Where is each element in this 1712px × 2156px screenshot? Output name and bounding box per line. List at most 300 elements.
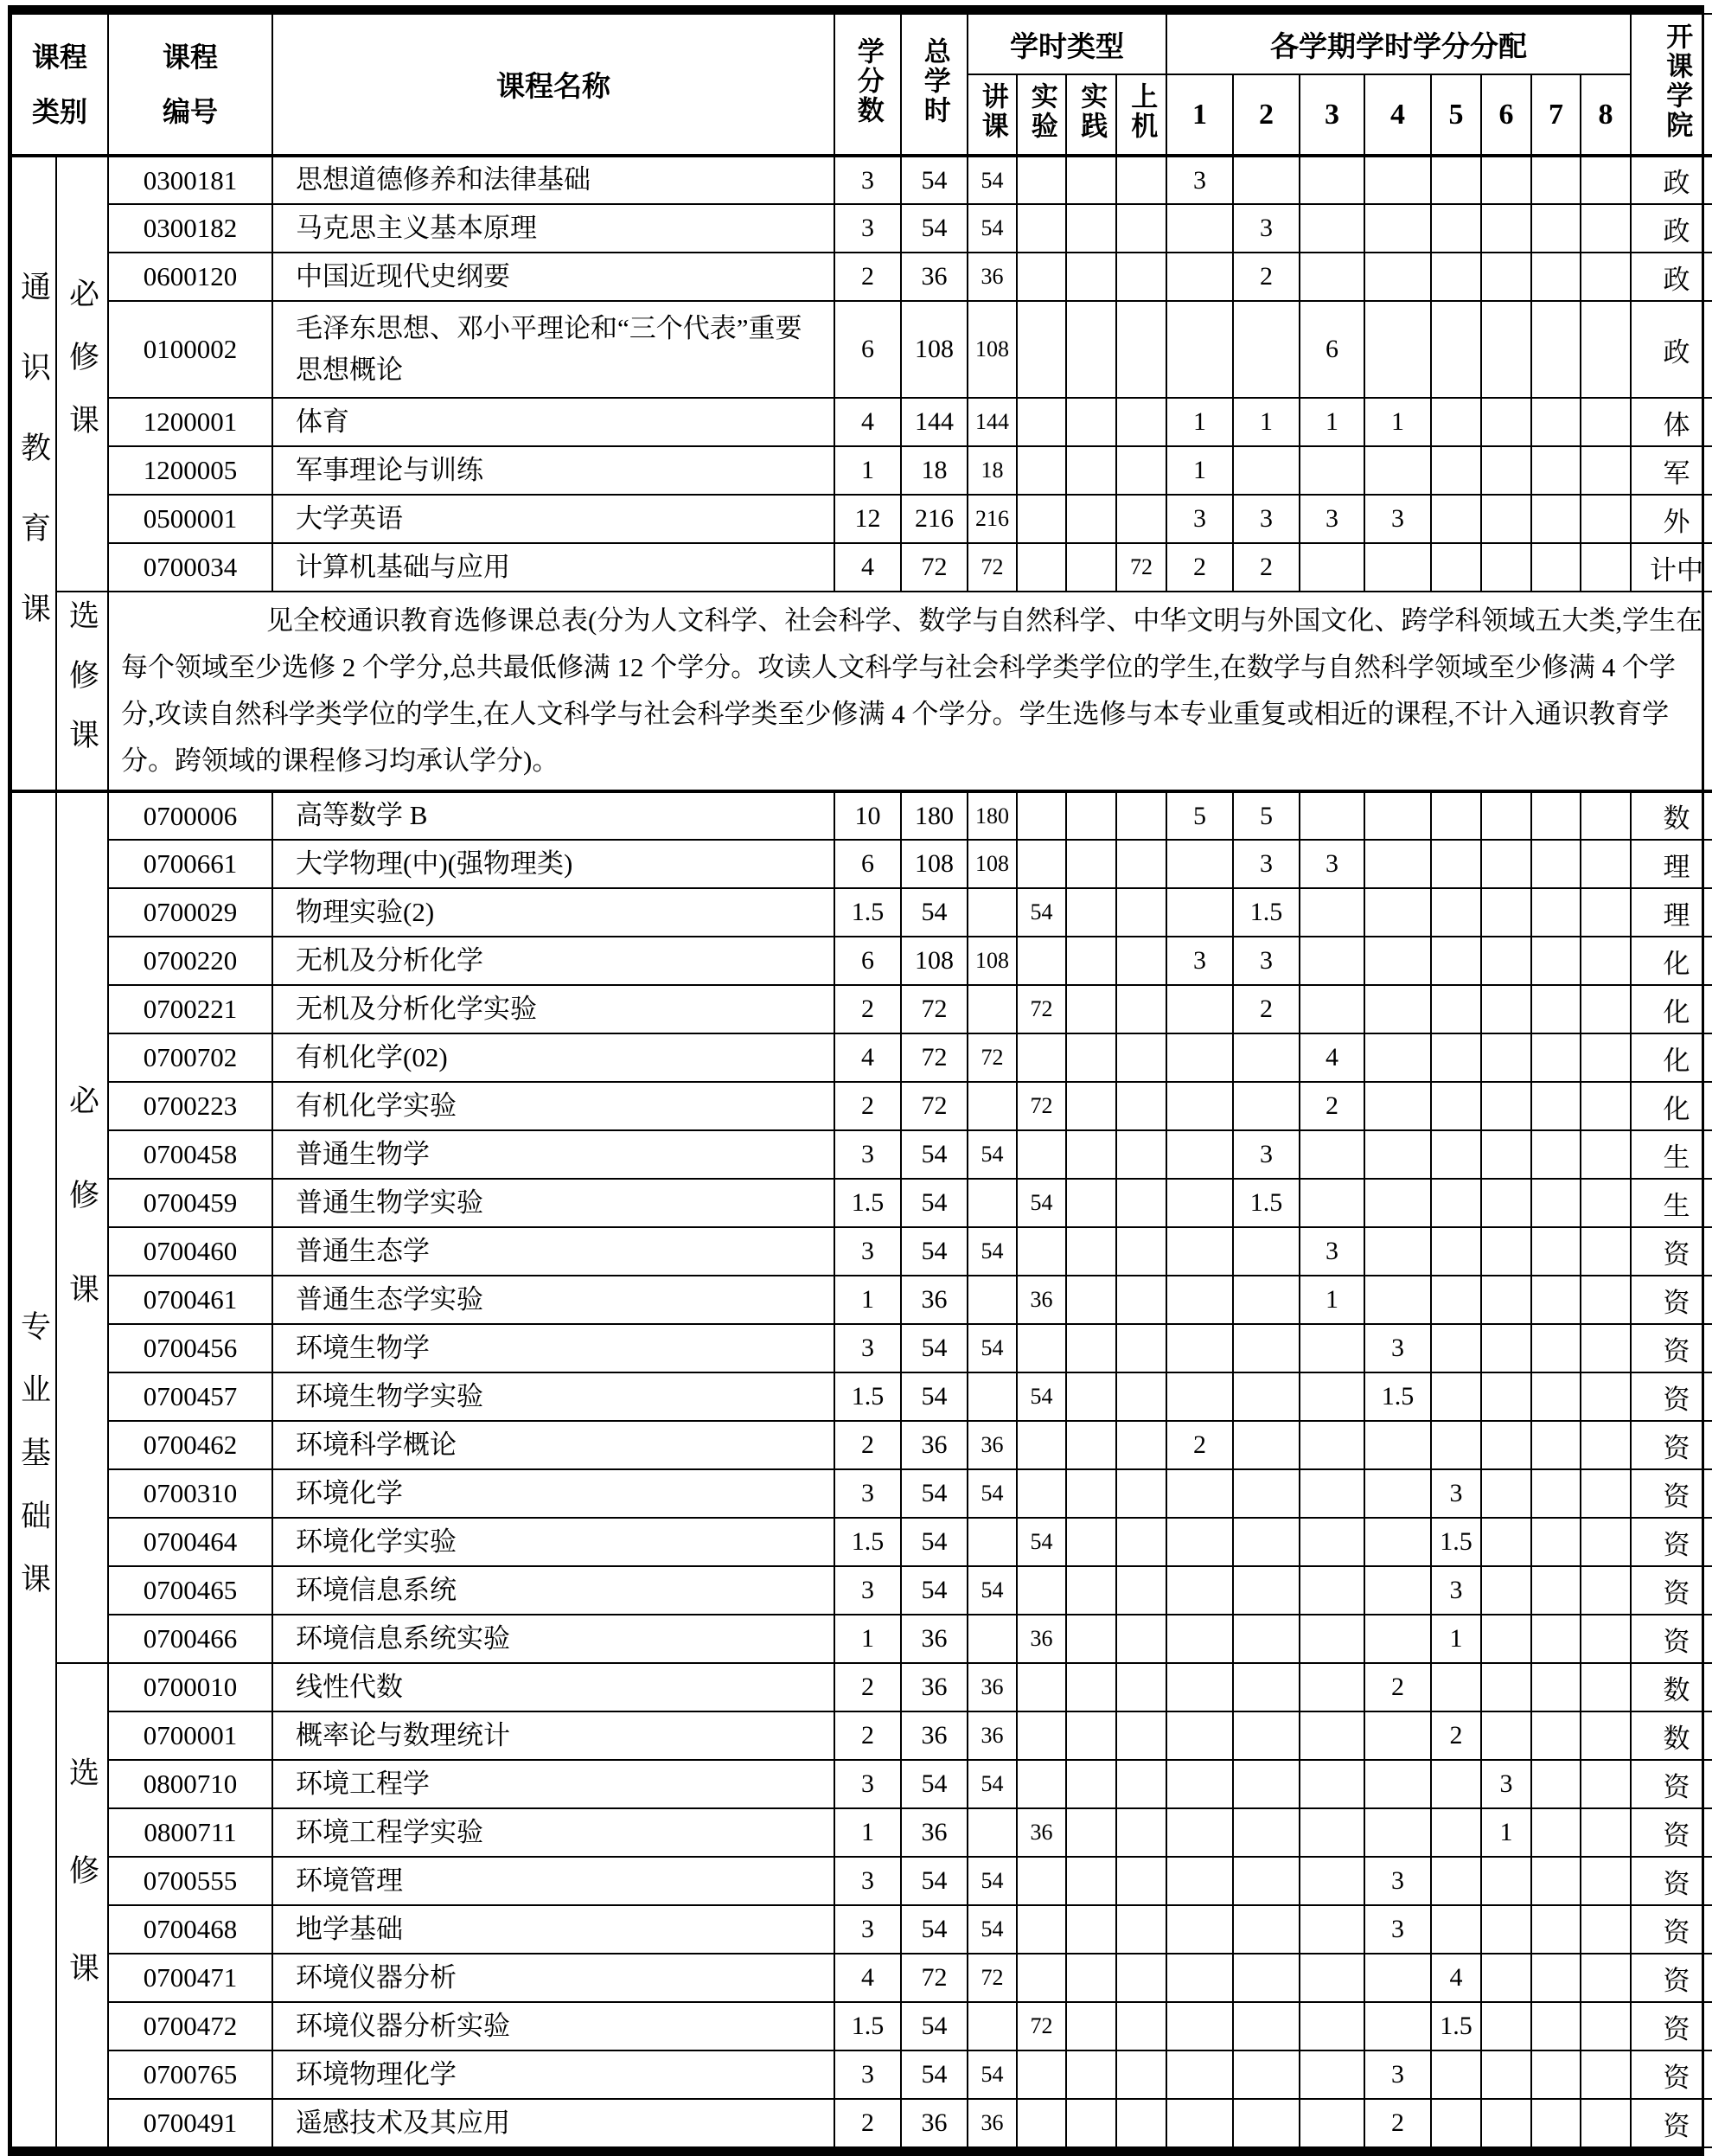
semester-2-value: 3 [1233, 937, 1300, 985]
practice-hours-value [1066, 1954, 1116, 2002]
semester-3-value: 3 [1300, 840, 1364, 888]
college-value: 计中 [1631, 543, 1712, 592]
semester-3-value [1300, 1954, 1364, 2002]
semester-6-value [1481, 1663, 1531, 1711]
semester-7-value [1531, 398, 1581, 446]
lecture-hours-value: 54 [968, 1857, 1017, 1905]
semester-2-value: 3 [1233, 204, 1300, 253]
total-hours-value: 180 [901, 791, 968, 840]
table-row [11, 2099, 1712, 2147]
computer-hours-value [1116, 301, 1166, 398]
course-name: 普通生态学 [272, 1227, 834, 1276]
semester-4-value [1364, 1469, 1431, 1518]
semester-2-value [1233, 156, 1300, 204]
semester-2-value [1233, 1760, 1300, 1808]
practice-hours-value [1066, 2050, 1116, 2099]
credits-value: 1 [834, 446, 901, 495]
semester-6-value [1481, 1566, 1531, 1615]
semester-7-value [1531, 1227, 1581, 1276]
semester-6-value [1481, 543, 1531, 592]
semester-1-value: 3 [1166, 937, 1233, 985]
semester-7-value [1531, 2099, 1581, 2147]
semester-5-value [1431, 398, 1481, 446]
table-row [11, 1033, 1712, 1082]
semester-4-value [1364, 1082, 1431, 1130]
college-value: 数 [1631, 791, 1712, 840]
course-name: 环境生物学实验 [272, 1372, 834, 1421]
college-value: 资 [1631, 1954, 1712, 2002]
col-header-sem-1: 1 [1166, 74, 1233, 156]
credits-value: 12 [834, 495, 901, 543]
semester-3-value [1300, 1760, 1364, 1808]
semester-2-value [1233, 1421, 1300, 1469]
semester-6-value [1481, 398, 1531, 446]
semester-6-value [1481, 888, 1531, 937]
experiment-hours-value [1017, 2050, 1066, 2099]
total-hours-value: 72 [901, 1082, 968, 1130]
table-row [11, 2050, 1712, 2099]
practice-hours-value [1066, 1711, 1116, 1760]
semester-7-value [1531, 1711, 1581, 1760]
semester-6-value [1481, 204, 1531, 253]
semester-8-value [1581, 2002, 1631, 2050]
total-hours-value: 216 [901, 495, 968, 543]
semester-3-value [1300, 985, 1364, 1033]
header-row-groups [11, 14, 1712, 74]
computer-hours-value [1116, 1033, 1166, 1082]
semester-8-value [1581, 1760, 1631, 1808]
semester-2-value [1233, 1082, 1300, 1130]
semester-5-value [1431, 888, 1481, 937]
semester-1-value [1166, 1276, 1233, 1324]
experiment-hours-value [1017, 1905, 1066, 1954]
subcategory-1-0 [56, 791, 108, 1663]
total-hours-value: 54 [901, 888, 968, 937]
computer-hours-value [1116, 398, 1166, 446]
semester-1-value [1166, 1324, 1233, 1372]
table-row [11, 446, 1712, 495]
semester-5-value: 1.5 [1431, 1518, 1481, 1566]
col-header-experiment [1017, 74, 1066, 156]
semester-2-value [1233, 1954, 1300, 2002]
table-row [11, 1179, 1712, 1227]
semester-1-value [1166, 2050, 1233, 2099]
semester-4-value: 3 [1364, 495, 1431, 543]
semester-5-value [1431, 1808, 1481, 1857]
semester-4-value: 3 [1364, 2050, 1431, 2099]
college-value: 资 [1631, 1518, 1712, 1566]
college-value: 资 [1631, 1615, 1712, 1663]
computer-hours-value [1116, 791, 1166, 840]
credits-value: 3 [834, 1760, 901, 1808]
semester-1-value [1166, 1615, 1233, 1663]
lecture-hours-value [968, 1372, 1017, 1421]
semester-6-value [1481, 1469, 1531, 1518]
course-number: 0300181 [108, 156, 272, 204]
category-1 [11, 791, 56, 2147]
course-number: 1200001 [108, 398, 272, 446]
credits-value: 3 [834, 156, 901, 204]
semester-5-value [1431, 301, 1481, 398]
semester-8-value [1581, 1421, 1631, 1469]
credits-value: 3 [834, 204, 901, 253]
course-name: 马克思主义基本原理 [272, 204, 834, 253]
total-hours-value: 36 [901, 1808, 968, 1857]
course-number-label: 课程编号 [162, 42, 218, 127]
course-number: 1200005 [108, 446, 272, 495]
experiment-hours-value [1017, 1760, 1066, 1808]
experiment-hours-value: 54 [1017, 888, 1066, 937]
semester-2-value [1233, 1566, 1300, 1615]
semester-7-value [1531, 1905, 1581, 1954]
table-row [11, 398, 1712, 446]
semester-8-value [1581, 791, 1631, 840]
semester-4-value [1364, 543, 1431, 592]
semester-1-value [1166, 1905, 1233, 1954]
semester-2-value [1233, 1518, 1300, 1566]
computer-hours-value [1116, 937, 1166, 985]
category-0 [11, 156, 56, 791]
college-value: 资 [1631, 2099, 1712, 2147]
total-hours-value: 36 [901, 1276, 968, 1324]
practice-hours-value [1066, 791, 1116, 840]
semester-3-value: 1 [1300, 1276, 1364, 1324]
course-name: 环境工程学 [272, 1760, 834, 1808]
semester-1-value [1166, 888, 1233, 937]
semester-6-value [1481, 1954, 1531, 2002]
col-header-credits [834, 14, 901, 156]
semester-1-value: 3 [1166, 495, 1233, 543]
course-name: 环境管理 [272, 1857, 834, 1905]
semester-5-value [1431, 937, 1481, 985]
course-name: 高等数学 B [272, 791, 834, 840]
experiment-hours-value [1017, 937, 1066, 985]
lecture-hours-value: 108 [968, 937, 1017, 985]
semester-2-value [1233, 1711, 1300, 1760]
semester-8-value [1581, 840, 1631, 888]
semester-8-value [1581, 888, 1631, 937]
table-row [11, 253, 1712, 301]
curriculum-table-frame [8, 5, 1704, 2156]
experiment-hours-value [1017, 791, 1066, 840]
computer-hours-value [1116, 1663, 1166, 1711]
course-number: 0700468 [108, 1905, 272, 1954]
practice-hours-value [1066, 1276, 1116, 1324]
total-hours-value: 54 [901, 2002, 968, 2050]
semester-7-value [1531, 1663, 1581, 1711]
experiment-hours-value [1017, 1130, 1066, 1179]
col-header-practice [1066, 74, 1116, 156]
course-number: 0700702 [108, 1033, 272, 1082]
course-number: 0700471 [108, 1954, 272, 2002]
course-number: 0700765 [108, 2050, 272, 2099]
semester-1-value [1166, 1082, 1233, 1130]
course-name: 思想道德修养和法律基础 [272, 156, 834, 204]
total-hours-value: 36 [901, 253, 968, 301]
semester-2-value: 1.5 [1233, 1179, 1300, 1227]
semester-3-value: 4 [1300, 1033, 1364, 1082]
semester-2-value: 2 [1233, 543, 1300, 592]
experiment-hours-value [1017, 398, 1066, 446]
practice-hours-value [1066, 937, 1116, 985]
lecture-hours-value: 54 [968, 1227, 1017, 1276]
semester-1-value [1166, 985, 1233, 1033]
semester-3-value [1300, 1711, 1364, 1760]
semester-6-value [1481, 1276, 1531, 1324]
semester-7-value [1531, 495, 1581, 543]
semester-8-value [1581, 1372, 1631, 1421]
college-value: 资 [1631, 1324, 1712, 1372]
semester-6-value [1481, 1615, 1531, 1663]
semester-6-value [1481, 1082, 1531, 1130]
experiment-label: 实验 [1026, 81, 1057, 141]
computer-hours-value [1116, 1372, 1166, 1421]
semester-8-value [1581, 301, 1631, 398]
semester-1-value [1166, 1372, 1233, 1421]
course-name: 体育 [272, 398, 834, 446]
practice-hours-value [1066, 1615, 1116, 1663]
semester-7-value [1531, 253, 1581, 301]
semester-7-value [1531, 1372, 1581, 1421]
practice-hours-value [1066, 253, 1116, 301]
table-row [11, 1615, 1712, 1663]
semester-3-value: 1 [1300, 398, 1364, 446]
semester-6-value [1481, 1421, 1531, 1469]
experiment-hours-value [1017, 1421, 1066, 1469]
table-row [11, 1082, 1712, 1130]
practice-hours-value [1066, 156, 1116, 204]
total-hours-value: 36 [901, 2099, 968, 2147]
computer-hours-value [1116, 1857, 1166, 1905]
semester-7-value [1531, 840, 1581, 888]
total-hours-value: 54 [901, 1130, 968, 1179]
semester-3-value [1300, 2099, 1364, 2147]
lecture-hours-value [968, 1082, 1017, 1130]
subcategory-0-1-label: 选修课 [65, 599, 99, 778]
semester-3-value [1300, 1857, 1364, 1905]
semester-2-value [1233, 1324, 1300, 1372]
college-value: 政 [1631, 156, 1712, 204]
semester-6-value [1481, 791, 1531, 840]
computer-hours-value [1116, 888, 1166, 937]
computer-hours-value [1116, 1711, 1166, 1760]
lecture-hours-value: 36 [968, 1711, 1017, 1760]
college-value: 政 [1631, 204, 1712, 253]
semester-7-value [1531, 301, 1581, 398]
semester-3-value: 3 [1300, 1227, 1364, 1276]
total-hours-value: 54 [901, 1227, 968, 1276]
course-name: 环境信息系统实验 [272, 1615, 834, 1663]
course-number: 0700464 [108, 1518, 272, 1566]
practice-hours-value [1066, 446, 1116, 495]
credits-value: 3 [834, 1905, 901, 1954]
semester-4-value: 2 [1364, 1663, 1431, 1711]
subcategory-1-1 [56, 1663, 108, 2147]
college-value: 体 [1631, 398, 1712, 446]
college-value: 资 [1631, 1566, 1712, 1615]
semester-8-value [1581, 1566, 1631, 1615]
semester-1-value [1166, 1760, 1233, 1808]
table-row [11, 985, 1712, 1033]
course-number: 0500001 [108, 495, 272, 543]
experiment-hours-value [1017, 840, 1066, 888]
col-header-semester-group: 各学期学时学分分配 [1166, 14, 1631, 74]
experiment-hours-value: 54 [1017, 1372, 1066, 1421]
course-number: 0700457 [108, 1372, 272, 1421]
credits-label: 学分数 [853, 36, 884, 125]
semester-8-value [1581, 1276, 1631, 1324]
semester-8-value [1581, 1130, 1631, 1179]
semester-5-value: 3 [1431, 1566, 1481, 1615]
lecture-hours-value: 72 [968, 543, 1017, 592]
practice-hours-value [1066, 1469, 1116, 1518]
practice-hours-value [1066, 301, 1116, 398]
lecture-hours-value [968, 1615, 1017, 1663]
lecture-label: 讲课 [977, 81, 1008, 141]
credits-value: 1.5 [834, 1179, 901, 1227]
college-value: 生 [1631, 1130, 1712, 1179]
practice-hours-value [1066, 1760, 1116, 1808]
course-name: 计算机基础与应用 [272, 543, 834, 592]
table-row [11, 1905, 1712, 1954]
course-name: 有机化学(02) [272, 1033, 834, 1082]
lecture-hours-value: 36 [968, 1421, 1017, 1469]
semester-5-value: 2 [1431, 1711, 1481, 1760]
experiment-hours-value [1017, 2099, 1066, 2147]
experiment-hours-value [1017, 156, 1066, 204]
semester-3-value [1300, 1518, 1364, 1566]
credits-value: 4 [834, 1033, 901, 1082]
college-value: 生 [1631, 1179, 1712, 1227]
semester-5-value [1431, 1905, 1481, 1954]
total-hours-value: 54 [901, 204, 968, 253]
college-value: 资 [1631, 2050, 1712, 2099]
total-hours-value: 108 [901, 840, 968, 888]
course-number: 0700465 [108, 1566, 272, 1615]
semester-6-value [1481, 2002, 1531, 2050]
semester-5-value [1431, 204, 1481, 253]
semester-4-value: 3 [1364, 1324, 1431, 1372]
semester-2-value: 1.5 [1233, 888, 1300, 937]
semester-3-value [1300, 1372, 1364, 1421]
credits-value: 3 [834, 1857, 901, 1905]
semester-2-value [1233, 1469, 1300, 1518]
college-value: 资 [1631, 1276, 1712, 1324]
semester-1-value [1166, 2099, 1233, 2147]
semester-7-value [1531, 1082, 1581, 1130]
semester-7-value [1531, 1130, 1581, 1179]
computer-hours-value [1116, 1760, 1166, 1808]
lecture-hours-value: 54 [968, 204, 1017, 253]
credits-value: 10 [834, 791, 901, 840]
credits-value: 6 [834, 301, 901, 398]
semester-3-value [1300, 1469, 1364, 1518]
semester-5-value [1431, 1760, 1481, 1808]
credits-value: 1 [834, 1808, 901, 1857]
table-row [11, 592, 1712, 791]
course-number: 0700220 [108, 937, 272, 985]
computer-hours-value [1116, 1905, 1166, 1954]
total-hours-value: 36 [901, 1711, 968, 1760]
college-value: 军 [1631, 446, 1712, 495]
semester-7-value [1531, 2002, 1581, 2050]
semester-4-value [1364, 1566, 1431, 1615]
semester-2-value: 5 [1233, 791, 1300, 840]
semester-8-value [1581, 2099, 1631, 2147]
computer-hours-value [1116, 446, 1166, 495]
lecture-hours-value [968, 1179, 1017, 1227]
semester-5-value [1431, 1227, 1481, 1276]
practice-hours-value [1066, 204, 1116, 253]
semester-6-value [1481, 1324, 1531, 1372]
semester-4-value [1364, 301, 1431, 398]
experiment-hours-value [1017, 301, 1066, 398]
course-name: 普通生物学 [272, 1130, 834, 1179]
computer-hours-value [1116, 1130, 1166, 1179]
semester-5-value [1431, 156, 1481, 204]
computer-hours-value [1116, 1469, 1166, 1518]
computer-hours-value [1116, 985, 1166, 1033]
table-row [11, 937, 1712, 985]
semester-5-value: 4 [1431, 1954, 1481, 2002]
semester-4-value [1364, 840, 1431, 888]
semester-3-value [1300, 1808, 1364, 1857]
col-header-total-hours [901, 14, 968, 156]
semester-6-value [1481, 301, 1531, 398]
semester-3-value [1300, 1421, 1364, 1469]
table-row [11, 1954, 1712, 2002]
course-name: 环境科学概论 [272, 1421, 834, 1469]
total-hours-value: 72 [901, 543, 968, 592]
lecture-hours-value: 18 [968, 446, 1017, 495]
practice-hours-value [1066, 1324, 1116, 1372]
col-header-sem-2: 2 [1233, 74, 1300, 156]
college-value: 资 [1631, 1905, 1712, 1954]
credits-value: 1.5 [834, 888, 901, 937]
col-header-sem-7: 7 [1531, 74, 1581, 156]
course-category-label: 课程类别 [31, 42, 87, 127]
college-value: 资 [1631, 1372, 1712, 1421]
semester-4-value [1364, 2002, 1431, 2050]
semester-1-value [1166, 253, 1233, 301]
semester-4-value: 3 [1364, 1857, 1431, 1905]
table-row [11, 1857, 1712, 1905]
course-name: 地学基础 [272, 1905, 834, 1954]
semester-1-value: 1 [1166, 398, 1233, 446]
course-number: 0700661 [108, 840, 272, 888]
semester-3-value [1300, 1179, 1364, 1227]
practice-hours-value [1066, 1372, 1116, 1421]
semester-5-value [1431, 1324, 1481, 1372]
semester-3-value [1300, 1663, 1364, 1711]
college-value: 化 [1631, 1082, 1712, 1130]
table-row [11, 1276, 1712, 1324]
total-hours-value: 54 [901, 1857, 968, 1905]
semester-8-value [1581, 543, 1631, 592]
total-hours-value: 54 [901, 1760, 968, 1808]
course-name: 线性代数 [272, 1663, 834, 1711]
lecture-hours-value: 54 [968, 1760, 1017, 1808]
table-row [11, 1227, 1712, 1276]
table-body [11, 156, 1712, 2147]
table-row [11, 1469, 1712, 1518]
lecture-hours-value: 54 [968, 1130, 1017, 1179]
practice-hours-value [1066, 495, 1116, 543]
semester-1-value: 2 [1166, 543, 1233, 592]
semester-8-value [1581, 1518, 1631, 1566]
table-row [11, 1711, 1712, 1760]
college-value: 政 [1631, 253, 1712, 301]
